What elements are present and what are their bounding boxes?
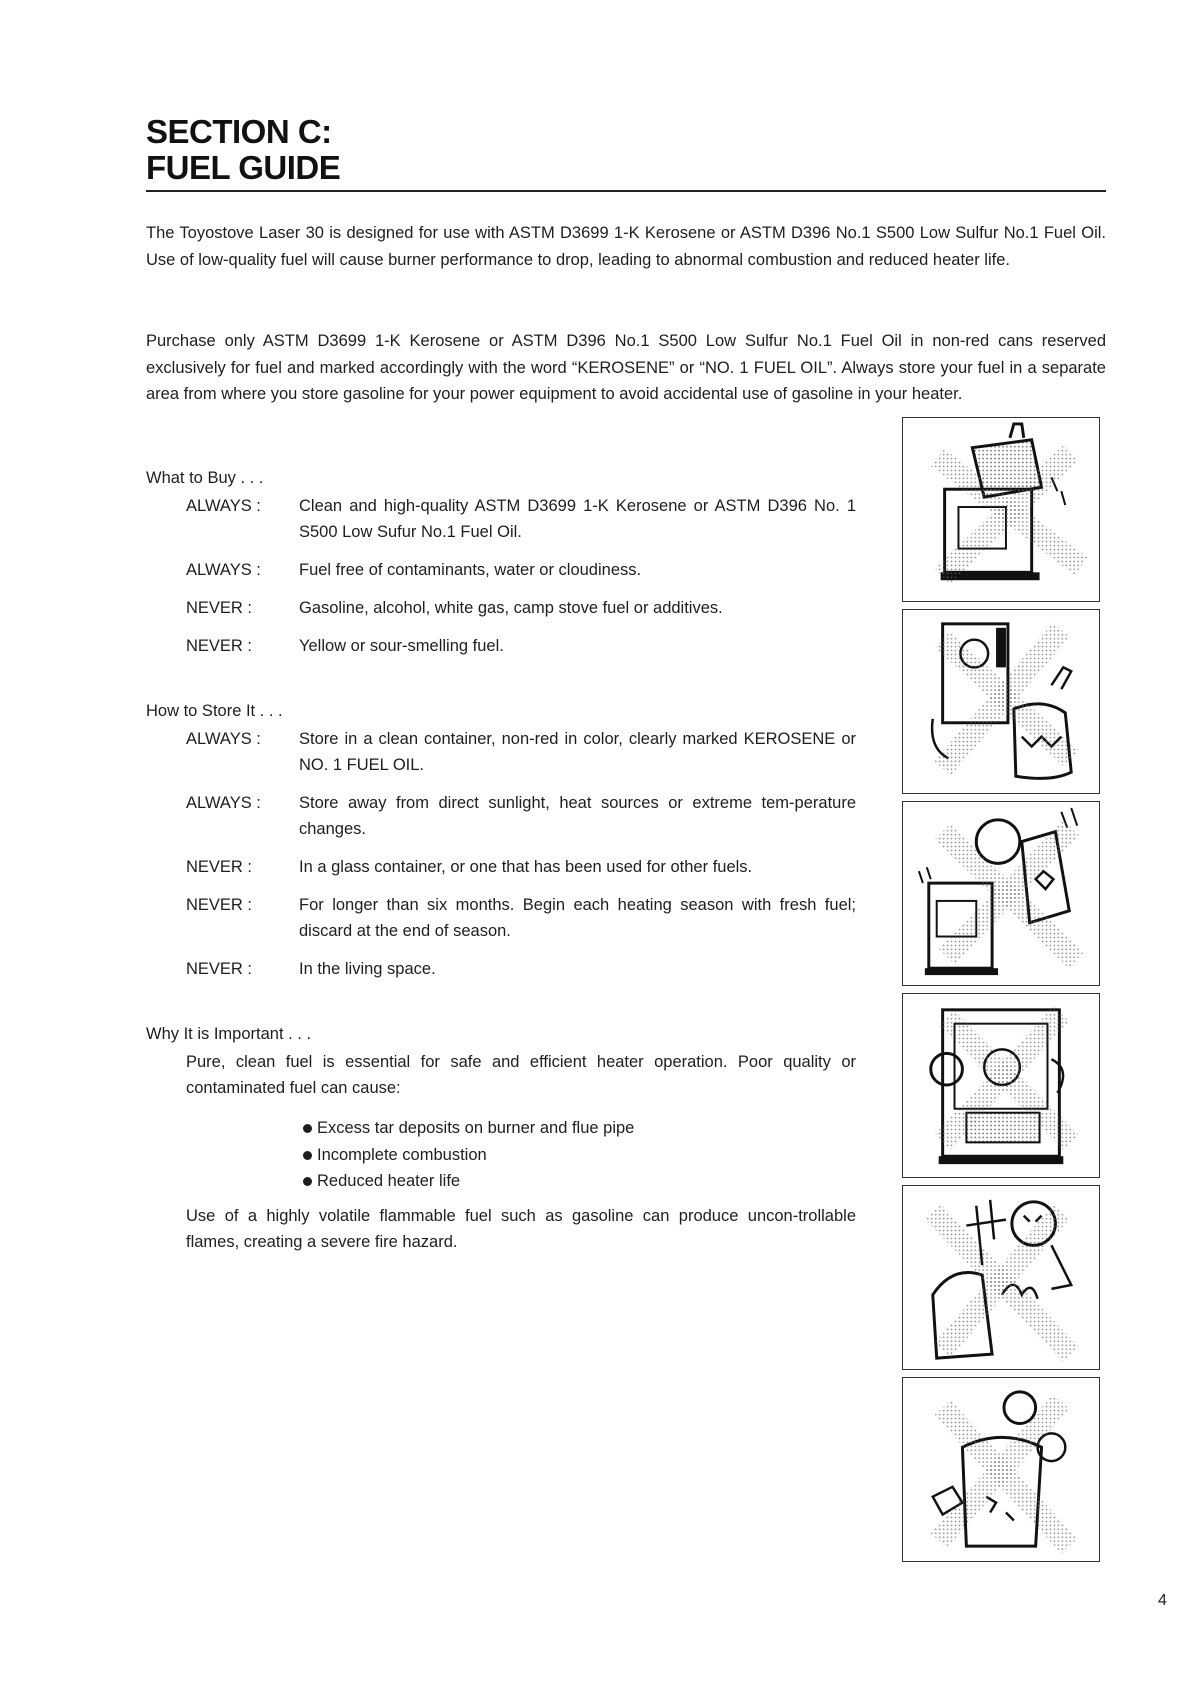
section-title-line-1: SECTION C: [146, 113, 332, 150]
rule-label: NEVER : [186, 637, 253, 655]
list-item: Excess tar deposits on burner and flue pipe [302, 1115, 634, 1142]
rule-text: Store in a clean container, non-red in color, clearly marked KEROSENE or NO. 1 FUEL OIL. [299, 730, 856, 774]
rule-text: Gasoline, alcohol, white gas, camp stove fuel or additives. [299, 599, 723, 617]
illustration-panel-4 [902, 993, 1100, 1178]
heater-flames-crossed-icon [903, 1186, 1099, 1369]
why-important-closing: Use of a highly volatile flammable fuel such as gasoline can produce uncon-trollable flames, creating a severe fire hazard. [186, 1207, 856, 1251]
fuel-can-contaminated-crossed-icon [903, 1378, 1099, 1561]
illustration-panel-3 [902, 801, 1100, 986]
list-item: Incomplete combustion [302, 1142, 634, 1169]
intro-paragraph-1: The Toyostove Laser 30 is designed for use with ASTM D3699 1-K Kerosene or ASTM D396 No.1 S500 Low Sulfur No.1 Fuel Oil. Use of low-quality fuel will cause burner performance to drop, leading to abnormal combustion and reduced heater life. [146, 224, 1106, 269]
heater-inside-crossed-icon [903, 994, 1099, 1177]
rule-label: NEVER : [186, 960, 253, 978]
intro-paragraph-2: Purchase only ASTM D3699 1-K Kerosene or ASTM D396 No.1 S500 Low Sulfur No.1 Fuel Oil in non-red cans reserved exclusively for fuel and marked accordingly with the word “KEROSENE” or “NO. 1 FUEL OIL”. Always store your fuel in a separate area from where you store gasoline for your power equipment to avoid accidental use of gasoline in your heater. [146, 332, 1106, 403]
rule-text: Clean and high-quality ASTM D3699 1-K Kerosene or ASTM D396 No. 1 S500 Low Sufur No.1 Fuel Oil. [299, 497, 856, 541]
illustration-panel-2 [902, 609, 1100, 794]
rule-label: ALWAYS : [186, 730, 261, 748]
page-number: 4 [1158, 1592, 1167, 1609]
what-to-buy-heading: What to Buy . . . [146, 469, 264, 487]
rule-text: For longer than six months. Begin each heating season with fresh fuel; discard at the end of season. [299, 896, 856, 940]
why-important-heading: Why It is Important . . . [146, 1025, 312, 1043]
rule-text: Store away from direct sunlight, heat sources or extreme tem-perature changes. [299, 794, 856, 838]
how-to-store-heading: How to Store It . . . [146, 702, 283, 720]
rule-text: In a glass container, or one that has been used for other fuels. [299, 858, 753, 876]
section-title-line-2: FUEL GUIDE [146, 149, 341, 186]
rule-label: NEVER : [186, 858, 253, 876]
rule-text: In the living space. [299, 960, 436, 978]
illustration-panel-1 [902, 417, 1100, 602]
heater-gas-can-crossed-icon [903, 610, 1099, 793]
rule-label: ALWAYS : [186, 561, 261, 579]
rule-label: ALWAYS : [186, 497, 261, 515]
heading-rule [146, 190, 1106, 192]
section-heading [146, 114, 1106, 186]
illustration-panel-6 [902, 1377, 1100, 1562]
why-important-intro: Pure, clean fuel is essential for safe and efficient heater operation. Poor quality or contaminated fuel can cause: [186, 1053, 856, 1097]
rule-label: NEVER : [186, 896, 253, 914]
heater-refuel-crossed-icon [903, 418, 1099, 601]
illustration-panel-5 [902, 1185, 1100, 1370]
rule-text: Fuel free of contaminants, water or cloudiness. [299, 561, 642, 579]
heater-dirty-fuel-crossed-icon [903, 802, 1099, 985]
list-item: Reduced heater life [302, 1168, 634, 1195]
consequence-list [302, 1115, 634, 1195]
rule-text: Yellow or sour-smelling fuel. [299, 637, 504, 655]
rule-label: NEVER : [186, 599, 253, 617]
rule-label: ALWAYS : [186, 794, 261, 812]
